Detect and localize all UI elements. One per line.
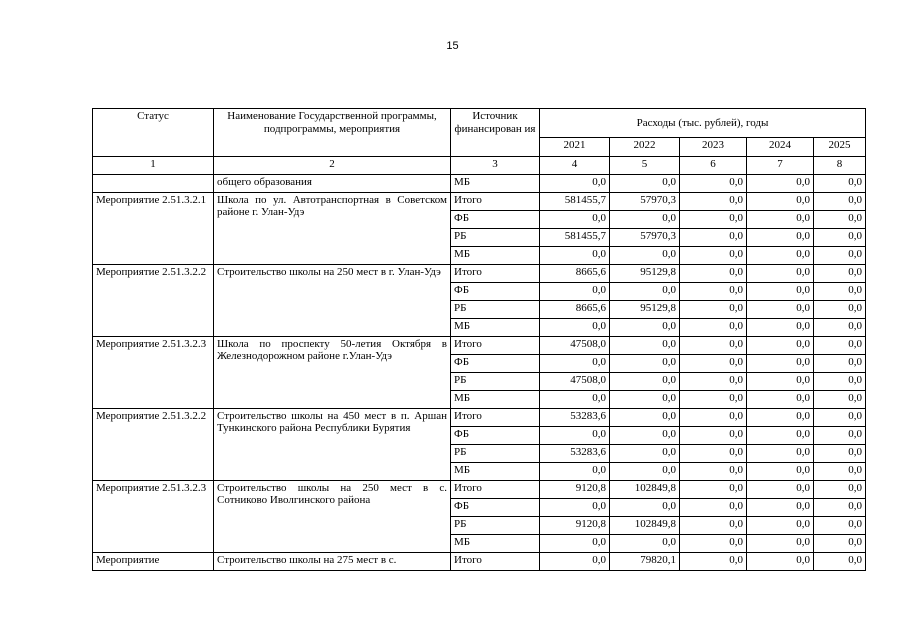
column-number: 7 <box>747 157 814 175</box>
funding-source-cell: РБ <box>451 373 540 391</box>
value-cell: 0,0 <box>540 553 610 571</box>
value-cell: 0,0 <box>814 301 866 319</box>
value-cell: 0,0 <box>747 301 814 319</box>
funding-source-cell: Итого <box>451 193 540 211</box>
value-cell: 0,0 <box>814 481 866 499</box>
funding-source-cell: МБ <box>451 535 540 553</box>
program-name-cell: Школа по ул. Автотранспортная в Советском районе г. Улан-Удэ <box>214 193 451 265</box>
funding-source-cell: ФБ <box>451 355 540 373</box>
value-cell: 0,0 <box>610 211 680 229</box>
value-cell: 47508,0 <box>540 337 610 355</box>
value-cell: 0,0 <box>747 409 814 427</box>
value-cell: 0,0 <box>747 481 814 499</box>
value-cell: 0,0 <box>540 211 610 229</box>
value-cell: 0,0 <box>814 283 866 301</box>
budget-table <box>92 108 866 571</box>
value-cell: 95129,8 <box>610 265 680 283</box>
funding-source-cell: РБ <box>451 517 540 535</box>
value-cell: 0,0 <box>610 535 680 553</box>
value-cell: 47508,0 <box>540 373 610 391</box>
column-number: 8 <box>814 157 866 175</box>
program-name-cell: Строительство школы на 450 мест в п. Аршан Тункинского района Республики Бурятия <box>214 409 451 481</box>
value-cell: 57970,3 <box>610 193 680 211</box>
value-cell: 0,0 <box>540 355 610 373</box>
value-cell: 0,0 <box>814 319 866 337</box>
value-cell: 8665,6 <box>540 301 610 319</box>
funding-source-cell: РБ <box>451 229 540 247</box>
value-cell: 0,0 <box>814 427 866 445</box>
column-number: 5 <box>610 157 680 175</box>
table-row <box>93 265 866 283</box>
value-cell: 0,0 <box>814 553 866 571</box>
header-status: Статус <box>93 109 214 157</box>
value-cell: 0,0 <box>680 517 747 535</box>
value-cell: 0,0 <box>814 391 866 409</box>
program-name-cell: Строительство школы на 250 мест в г. Улан-Удэ <box>214 265 451 337</box>
funding-source-cell: МБ <box>451 391 540 409</box>
value-cell: 0,0 <box>747 535 814 553</box>
value-cell: 0,0 <box>610 337 680 355</box>
value-cell: 0,0 <box>814 535 866 553</box>
value-cell: 95129,8 <box>610 301 680 319</box>
value-cell: 0,0 <box>680 409 747 427</box>
header-expenses: Расходы (тыс. рублей), годы <box>540 109 866 138</box>
funding-source-cell: МБ <box>451 463 540 481</box>
value-cell: 0,0 <box>814 175 866 193</box>
funding-source-cell: Итого <box>451 481 540 499</box>
value-cell: 0,0 <box>610 175 680 193</box>
value-cell: 0,0 <box>610 409 680 427</box>
value-cell: 0,0 <box>680 175 747 193</box>
value-cell: 0,0 <box>747 193 814 211</box>
header-year-2024: 2024 <box>747 138 814 157</box>
value-cell: 0,0 <box>540 427 610 445</box>
column-number-row <box>93 157 866 175</box>
value-cell: 0,0 <box>747 229 814 247</box>
value-cell: 0,0 <box>680 193 747 211</box>
value-cell: 0,0 <box>747 499 814 517</box>
value-cell: 0,0 <box>814 463 866 481</box>
header-year-2022: 2022 <box>610 138 680 157</box>
value-cell: 0,0 <box>680 463 747 481</box>
funding-source-cell: Итого <box>451 409 540 427</box>
funding-source-cell: ФБ <box>451 499 540 517</box>
value-cell: 9120,8 <box>540 481 610 499</box>
value-cell: 0,0 <box>680 535 747 553</box>
value-cell: 0,0 <box>814 337 866 355</box>
table-row <box>93 553 866 571</box>
value-cell: 0,0 <box>680 373 747 391</box>
funding-source-cell: РБ <box>451 301 540 319</box>
value-cell: 0,0 <box>540 283 610 301</box>
value-cell: 0,0 <box>814 355 866 373</box>
value-cell: 0,0 <box>814 193 866 211</box>
value-cell: 0,0 <box>610 355 680 373</box>
value-cell: 581455,7 <box>540 229 610 247</box>
value-cell: 0,0 <box>610 463 680 481</box>
value-cell: 0,0 <box>814 445 866 463</box>
value-cell: 0,0 <box>540 319 610 337</box>
header-funding-source: Источник финансирован ия <box>451 109 540 157</box>
value-cell: 0,0 <box>747 211 814 229</box>
value-cell: 0,0 <box>814 373 866 391</box>
value-cell: 0,0 <box>680 229 747 247</box>
value-cell: 0,0 <box>540 535 610 553</box>
column-number: 2 <box>214 157 451 175</box>
funding-source-cell: Итого <box>451 337 540 355</box>
value-cell: 0,0 <box>680 445 747 463</box>
funding-source-cell: Итого <box>451 553 540 571</box>
column-number: 1 <box>93 157 214 175</box>
value-cell: 102849,8 <box>610 481 680 499</box>
status-cell: Мероприятие 2.51.3.2.3 <box>93 481 214 553</box>
value-cell: 8665,6 <box>540 265 610 283</box>
value-cell: 0,0 <box>610 247 680 265</box>
continuation-row <box>93 175 866 193</box>
value-cell: 0,0 <box>747 427 814 445</box>
value-cell: 0,0 <box>747 517 814 535</box>
value-cell: 53283,6 <box>540 409 610 427</box>
value-cell: 0,0 <box>680 553 747 571</box>
value-cell: 0,0 <box>540 247 610 265</box>
value-cell: 0,0 <box>747 373 814 391</box>
value-cell: 0,0 <box>540 175 610 193</box>
value-cell: 0,0 <box>747 175 814 193</box>
value-cell: 79820,1 <box>610 553 680 571</box>
program-name-cell: общего образования <box>214 175 451 193</box>
page-number: 15 <box>446 40 459 52</box>
program-name-cell: Школа по проспекту 50-летия Октября в Железнодорожном районе г.Улан-Удэ <box>214 337 451 409</box>
value-cell: 0,0 <box>680 211 747 229</box>
value-cell: 0,0 <box>680 247 747 265</box>
value-cell: 0,0 <box>814 409 866 427</box>
value-cell: 0,0 <box>610 445 680 463</box>
value-cell: 0,0 <box>747 247 814 265</box>
value-cell: 0,0 <box>680 301 747 319</box>
funding-source-cell: РБ <box>451 445 540 463</box>
status-cell: Мероприятие 2.51.3.2.2 <box>93 265 214 337</box>
value-cell: 0,0 <box>610 319 680 337</box>
table-row <box>93 409 866 427</box>
value-cell: 581455,7 <box>540 193 610 211</box>
funding-source-cell: ФБ <box>451 211 540 229</box>
value-cell: 0,0 <box>747 355 814 373</box>
value-cell: 0,0 <box>747 337 814 355</box>
value-cell: 0,0 <box>814 265 866 283</box>
funding-source-cell: МБ <box>451 319 540 337</box>
value-cell: 102849,8 <box>610 517 680 535</box>
value-cell: 53283,6 <box>540 445 610 463</box>
table-row <box>93 193 866 211</box>
value-cell: 0,0 <box>747 445 814 463</box>
status-cell: Мероприятие 2.51.3.2.2 <box>93 409 214 481</box>
status-cell: Мероприятие 2.51.3.2.1 <box>93 193 214 265</box>
funding-source-cell: Итого <box>451 265 540 283</box>
value-cell: 9120,8 <box>540 517 610 535</box>
table-row <box>93 481 866 499</box>
value-cell: 0,0 <box>747 319 814 337</box>
value-cell: 0,0 <box>680 265 747 283</box>
value-cell: 0,0 <box>540 499 610 517</box>
value-cell: 57970,3 <box>610 229 680 247</box>
value-cell: 0,0 <box>747 463 814 481</box>
status-cell <box>93 175 214 193</box>
funding-source-cell: ФБ <box>451 283 540 301</box>
value-cell: 0,0 <box>680 391 747 409</box>
value-cell: 0,0 <box>680 481 747 499</box>
value-cell: 0,0 <box>814 229 866 247</box>
table-row <box>93 337 866 355</box>
status-cell: Мероприятие 2.51.3.2.3 <box>93 337 214 409</box>
value-cell: 0,0 <box>540 463 610 481</box>
funding-source-cell: МБ <box>451 175 540 193</box>
value-cell: 0,0 <box>747 391 814 409</box>
value-cell: 0,0 <box>814 211 866 229</box>
header-year-2025: 2025 <box>814 138 866 157</box>
value-cell: 0,0 <box>680 319 747 337</box>
value-cell: 0,0 <box>814 499 866 517</box>
column-number: 3 <box>451 157 540 175</box>
program-name-cell: Строительство школы на 250 мест в с. Сотниково Иволгинского района <box>214 481 451 553</box>
value-cell: 0,0 <box>814 247 866 265</box>
value-cell: 0,0 <box>680 283 747 301</box>
value-cell: 0,0 <box>610 499 680 517</box>
column-number: 6 <box>680 157 747 175</box>
value-cell: 0,0 <box>610 283 680 301</box>
header-year-2023: 2023 <box>680 138 747 157</box>
header-year-2021: 2021 <box>540 138 610 157</box>
value-cell: 0,0 <box>747 283 814 301</box>
value-cell: 0,0 <box>680 337 747 355</box>
value-cell: 0,0 <box>610 391 680 409</box>
column-number: 4 <box>540 157 610 175</box>
value-cell: 0,0 <box>814 517 866 535</box>
status-cell: Мероприятие <box>93 553 214 571</box>
header-program-name: Наименование Государственной программы, подпрограммы, мероприятия <box>214 109 451 157</box>
value-cell: 0,0 <box>680 427 747 445</box>
value-cell: 0,0 <box>680 499 747 517</box>
value-cell: 0,0 <box>747 553 814 571</box>
value-cell: 0,0 <box>540 391 610 409</box>
value-cell: 0,0 <box>680 355 747 373</box>
value-cell: 0,0 <box>610 427 680 445</box>
value-cell: 0,0 <box>610 373 680 391</box>
value-cell: 0,0 <box>747 265 814 283</box>
funding-source-cell: МБ <box>451 247 540 265</box>
program-name-cell: Строительство школы на 275 мест в с. <box>214 553 451 571</box>
funding-source-cell: ФБ <box>451 427 540 445</box>
